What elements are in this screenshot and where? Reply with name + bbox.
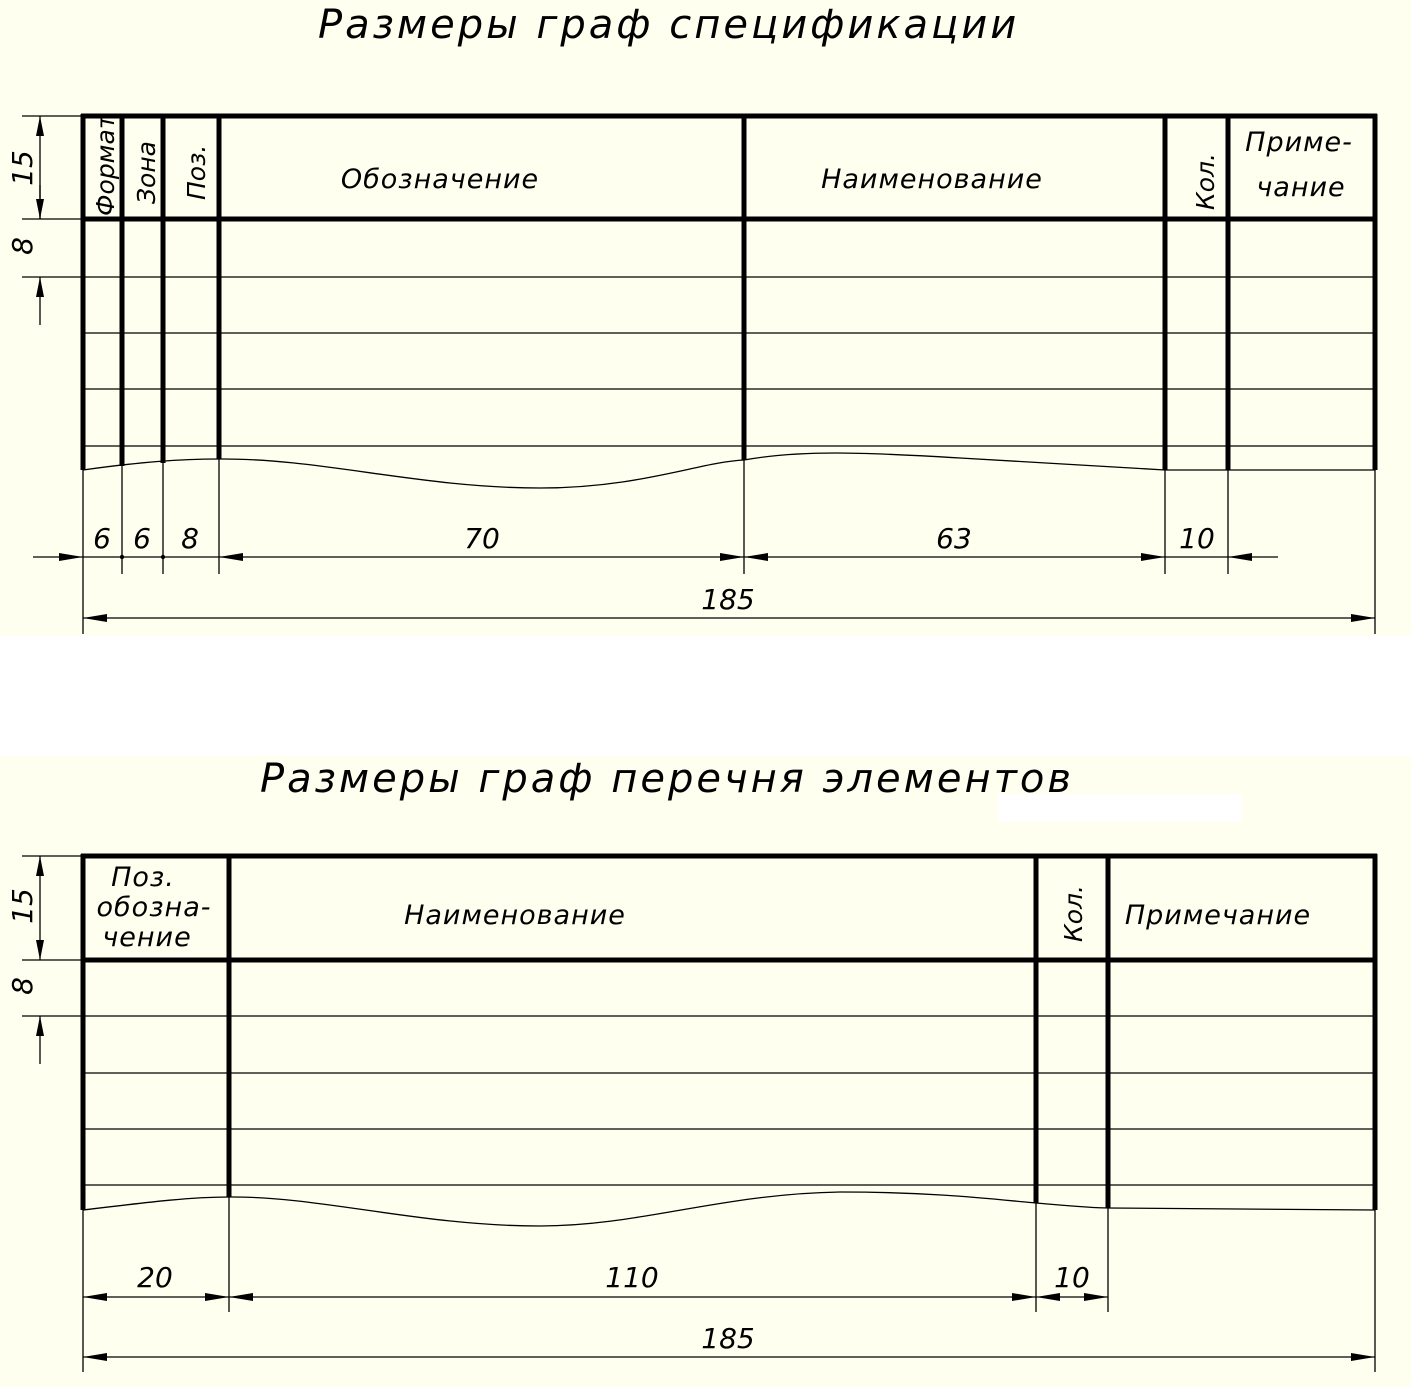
list-dim-total: 185 (701, 1322, 755, 1355)
spec-dim-col-zone: 6 (133, 522, 151, 555)
list-title: Размеры граф перечня элементов (260, 756, 1074, 802)
spec-dim-total: 185 (701, 583, 755, 616)
list-dim-row-8: 8 (6, 977, 39, 995)
spec-header-qty: Кол. (1191, 153, 1220, 210)
spec-header-note-line1: Приме- (1245, 127, 1353, 158)
spec-dim-row-8: 8 (6, 237, 39, 255)
spec-dim-col-name: 63 (936, 522, 972, 555)
dim-dot-icon (120, 555, 124, 559)
spec-dim-row-15: 15 (6, 150, 39, 186)
dim-dot-icon (161, 555, 165, 559)
spec-dim-col-qty: 10 (1179, 522, 1215, 555)
spec-header-note-line2: чание (1256, 172, 1346, 203)
list-header-pos-line3: чение (102, 922, 192, 953)
list-header-note: Примечание (1124, 900, 1312, 931)
spec-dim-col-designation: 70 (464, 522, 500, 555)
list-header-name: Наименование (404, 900, 626, 931)
spec-header-pos: Поз. (182, 144, 211, 200)
spec-header-zone: Зона (132, 141, 161, 204)
spec-dim-col-pos: 8 (181, 522, 199, 555)
spec-title: Размеры граф спецификации (318, 2, 1020, 48)
list-header-pos-line1: Поз. (111, 862, 175, 893)
spec-header-designation: Обозначение (340, 164, 540, 195)
list-dim-col-pos: 20 (137, 1261, 173, 1294)
spec-header-name: Наименование (821, 164, 1043, 195)
list-header-qty: Кол. (1059, 885, 1088, 942)
spec-dim-col-format: 6 (93, 522, 111, 555)
list-dim-col-qty: 10 (1054, 1261, 1090, 1294)
list-dim-row-15: 15 (6, 888, 39, 924)
section-gap (0, 636, 1411, 756)
list-dim-col-name: 110 (605, 1261, 659, 1294)
spec-header-format: Формат (91, 114, 120, 216)
list-header-pos-line2: обозна- (96, 892, 212, 923)
